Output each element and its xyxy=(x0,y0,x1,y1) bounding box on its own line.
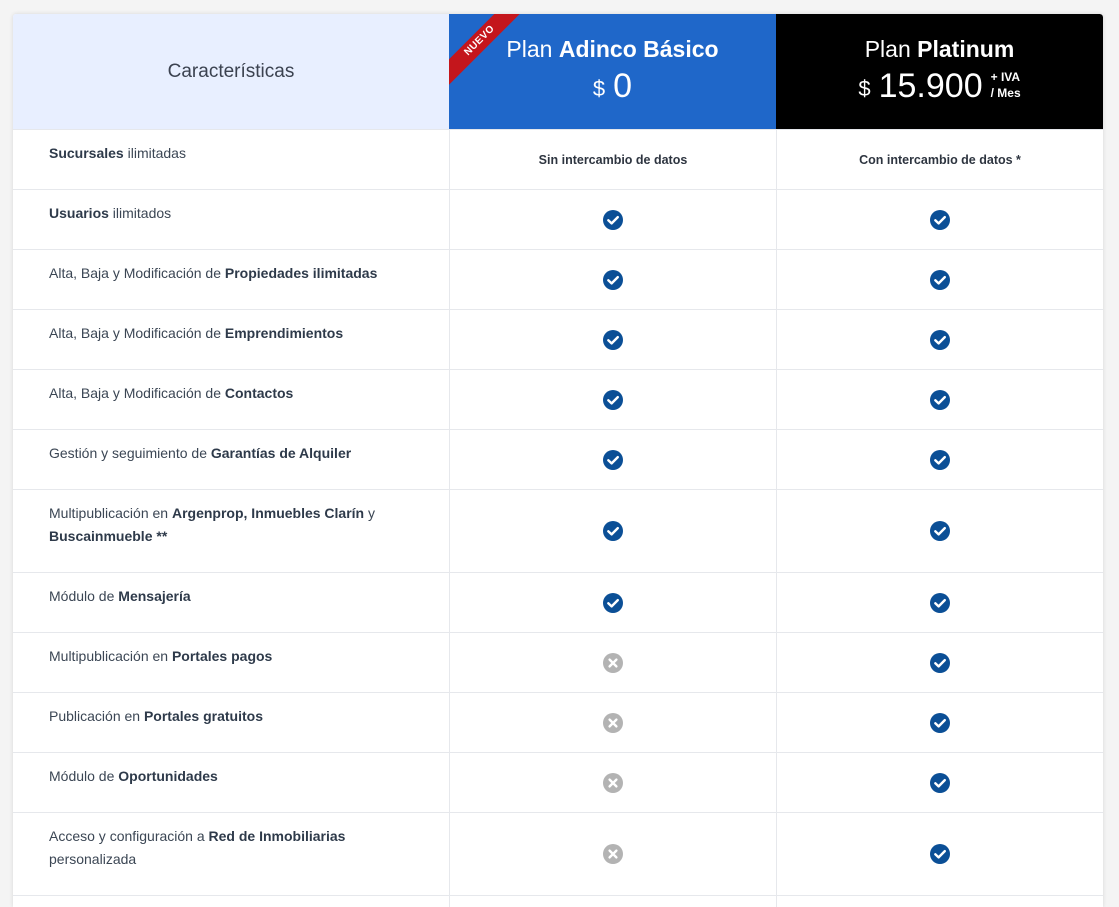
cross-icon xyxy=(602,652,624,674)
cross-icon xyxy=(602,712,624,734)
platinum-cell xyxy=(776,896,1103,907)
feature-highlight: Emprendimientos xyxy=(224,325,344,341)
feature-text: ilimitados xyxy=(108,205,172,221)
check-icon xyxy=(602,329,624,351)
platinum-cell xyxy=(776,633,1103,692)
feature-label xyxy=(13,190,449,249)
platinum-cell xyxy=(776,130,1103,189)
table-row xyxy=(13,369,1103,429)
feature-text: y xyxy=(364,505,375,521)
table-row xyxy=(13,895,1103,907)
new-badge: NUEVO xyxy=(449,14,528,89)
feature-label xyxy=(13,813,449,895)
platinum-cell xyxy=(776,430,1103,489)
feature-label xyxy=(13,370,449,429)
feature-highlight: Garantías de Alquiler xyxy=(210,445,352,461)
feature-label xyxy=(13,250,449,309)
feature-text: Alta, Baja y Modificación de xyxy=(49,265,225,281)
basic-cell xyxy=(449,370,776,429)
table-row xyxy=(13,632,1103,692)
plan-basic-prefix: Plan xyxy=(506,36,553,62)
features-header-label: Características xyxy=(167,60,295,82)
feature-highlight: Usuarios xyxy=(49,205,109,221)
check-icon xyxy=(929,712,951,734)
plan-platinum-period: / Mes xyxy=(990,86,1021,100)
feature-text: Gestión y seguimiento de xyxy=(49,445,211,461)
feature-label xyxy=(13,130,449,189)
feature-text: Multipublicación en xyxy=(49,505,172,521)
plan-platinum-title xyxy=(776,36,1103,63)
check-icon xyxy=(602,209,624,231)
table-row xyxy=(13,812,1103,895)
feature-label xyxy=(13,753,449,812)
check-icon xyxy=(929,843,951,865)
platinum-cell xyxy=(776,310,1103,369)
cross-icon xyxy=(602,772,624,794)
platinum-cell xyxy=(776,573,1103,632)
basic-cell xyxy=(449,190,776,249)
table-body xyxy=(13,129,1103,907)
check-icon xyxy=(929,772,951,794)
plan-basic-title xyxy=(449,36,776,63)
basic-cell xyxy=(449,130,776,189)
check-icon xyxy=(929,449,951,471)
feature-text: personalizada xyxy=(49,851,137,867)
feature-highlight: Sucursales xyxy=(49,145,124,161)
feature-label xyxy=(13,693,449,752)
feature-highlight: Buscainmueble ** xyxy=(49,528,168,544)
table-row xyxy=(13,489,1103,572)
feature-text: Módulo de xyxy=(49,588,119,604)
plan-platinum-header xyxy=(776,14,1103,129)
check-icon xyxy=(602,449,624,471)
platinum-cell xyxy=(776,813,1103,895)
table-row xyxy=(13,572,1103,632)
feature-highlight: Contactos xyxy=(224,385,294,401)
feature-highlight: Argenprop, Inmuebles Clarín xyxy=(171,505,365,521)
table-row xyxy=(13,129,1103,189)
feature-highlight: Propiedades ilimitadas xyxy=(224,265,378,281)
platinum-cell xyxy=(776,693,1103,752)
check-icon xyxy=(929,209,951,231)
basic-cell-text: Sin intercambio de datos xyxy=(538,152,688,167)
basic-cell xyxy=(449,250,776,309)
table-row xyxy=(13,249,1103,309)
platinum-cell xyxy=(776,190,1103,249)
platinum-cell xyxy=(776,490,1103,572)
basic-cell xyxy=(449,490,776,572)
plan-basic-price xyxy=(449,66,776,106)
check-icon xyxy=(929,592,951,614)
plan-basic-currency: $ xyxy=(592,76,606,101)
feature-label xyxy=(13,490,449,572)
plan-basic-amount: 0 xyxy=(613,67,633,105)
table-header xyxy=(13,14,1103,129)
feature-text: Módulo de xyxy=(49,768,119,784)
table-row xyxy=(13,752,1103,812)
feature-label xyxy=(13,310,449,369)
check-icon xyxy=(602,592,624,614)
plan-platinum-price xyxy=(776,66,1103,106)
plan-basic-header xyxy=(449,14,776,129)
feature-text: Alta, Baja y Modificación de xyxy=(49,385,225,401)
plan-platinum-amount: 15.900 xyxy=(878,67,983,105)
feature-text: Publicación en xyxy=(49,708,144,724)
feature-label xyxy=(13,633,449,692)
basic-cell xyxy=(449,693,776,752)
plan-basic-name: Adinco Básico xyxy=(558,36,719,62)
basic-cell xyxy=(449,633,776,692)
feature-label xyxy=(13,430,449,489)
check-icon xyxy=(929,652,951,674)
table-row xyxy=(13,189,1103,249)
feature-highlight: Portales gratuitos xyxy=(143,708,263,724)
plan-platinum-currency: $ xyxy=(858,76,871,101)
plan-platinum-tax: + IVA xyxy=(990,70,1021,84)
feature-highlight: Portales pagos xyxy=(171,648,273,664)
feature-text: Alta, Baja y Modificación de xyxy=(49,325,225,341)
cross-icon xyxy=(602,843,624,865)
table-row xyxy=(13,309,1103,369)
table-row xyxy=(13,692,1103,752)
plan-platinum-name: Platinum xyxy=(917,36,1015,62)
basic-cell xyxy=(449,430,776,489)
feature-text: ilimitadas xyxy=(123,145,186,161)
feature-text: Multipublicación en xyxy=(49,648,172,664)
basic-cell xyxy=(449,813,776,895)
feature-label xyxy=(13,896,449,907)
feature-highlight: Oportunidades xyxy=(118,768,218,784)
check-icon xyxy=(602,389,624,411)
feature-highlight: Red de Inmobiliarias xyxy=(208,828,346,844)
basic-cell xyxy=(449,896,776,907)
basic-cell xyxy=(449,753,776,812)
feature-label xyxy=(13,573,449,632)
platinum-cell xyxy=(776,250,1103,309)
platinum-cell xyxy=(776,753,1103,812)
check-icon xyxy=(929,329,951,351)
basic-cell xyxy=(449,310,776,369)
features-header xyxy=(13,14,449,129)
plan-platinum-suffix xyxy=(991,69,1021,101)
check-icon xyxy=(929,520,951,542)
table-row xyxy=(13,429,1103,489)
check-icon xyxy=(929,269,951,291)
feature-highlight: Mensajería xyxy=(118,588,191,604)
check-icon xyxy=(602,269,624,291)
check-icon xyxy=(602,520,624,542)
plan-platinum-prefix: Plan xyxy=(864,36,911,62)
feature-text: Acceso y configuración a xyxy=(49,828,209,844)
platinum-cell xyxy=(776,370,1103,429)
pricing-table xyxy=(13,14,1103,907)
check-icon xyxy=(929,389,951,411)
basic-cell xyxy=(449,573,776,632)
platinum-cell-text: Con intercambio de datos * xyxy=(859,152,1021,167)
